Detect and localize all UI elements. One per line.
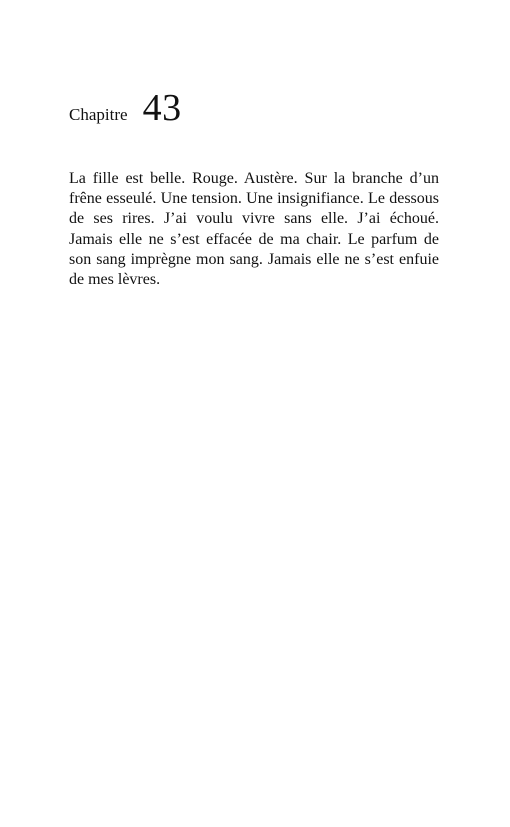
chapter-label: Chapitre <box>69 105 128 124</box>
chapter-paragraph: La fille est belle. Rouge. Austère. Sur la branche d’un frêne esseulé. Une tension. Une insignifiance. Le dessous de ses rires. J’ai voulu vivre sans elle. J’ai échoué. Jamais elle ne s’est effacée de ma chair. Le parfum de son sang imprègne mon sang. Jamais elle ne s’est enfuie de mes lèvres. <box>69 170 439 289</box>
chapter-heading <box>69 86 182 130</box>
chapter-number: 43 <box>142 87 182 129</box>
